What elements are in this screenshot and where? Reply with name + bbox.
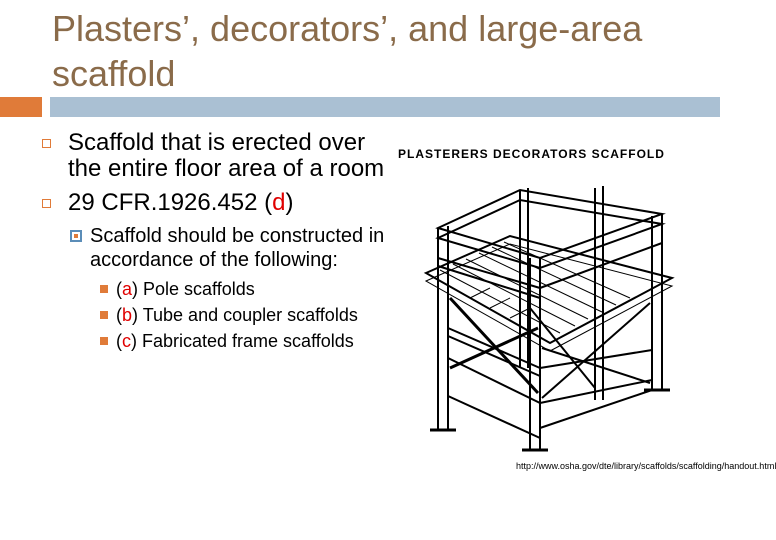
filled-square-bullet-icon (100, 337, 108, 345)
sub-bullet (38, 224, 398, 272)
square-bullet-icon (42, 139, 51, 148)
title-accent-bar-orange (0, 97, 42, 117)
item-letter: a (122, 279, 133, 299)
item-letter: c (122, 331, 131, 351)
source-url: http://www.osha.gov/dte/library/scaffolds/scaffolding/handout.html (516, 461, 776, 471)
slide-body (38, 130, 398, 356)
bullet-2-letter: d (272, 189, 286, 216)
filled-square-bullet-icon (100, 285, 108, 293)
list-item: (c) Fabricated frame scaffolds (38, 330, 398, 353)
title-accent-bar-blue (50, 97, 720, 117)
figure-caption: PLASTERERS DECORATORS SCAFFOLD (398, 147, 665, 161)
bullet-2 (38, 190, 398, 216)
bullet-1 (38, 130, 398, 182)
item-letter: b (122, 305, 133, 325)
filled-square-bullet-icon (100, 311, 108, 319)
bullet-2-prefix: 29 CFR.1926.452 ( (68, 189, 273, 216)
scaffold-drawing (390, 128, 720, 448)
box-bullet-icon (70, 230, 82, 242)
sub-bullet-text: Scaffold should be constructed in accordance of the following: (90, 225, 385, 271)
list-item: (b) Tube and coupler scaffolds (38, 304, 398, 327)
list-item: (a) Pole scaffolds (38, 278, 398, 301)
slide-title: Plasters’, decorators’, and large-area scaffold (52, 8, 643, 94)
item-text: Fabricated frame scaffolds (137, 331, 354, 351)
item-text: Tube and coupler scaffolds (138, 305, 358, 325)
item-text: Pole scaffolds (138, 279, 255, 299)
scaffold-illustration (390, 128, 720, 448)
bullet-2-suffix: ) (285, 189, 294, 216)
bullet-1-text: Scaffold that is erected over the entire floor area of a room (68, 129, 385, 182)
square-bullet-icon (42, 199, 51, 208)
